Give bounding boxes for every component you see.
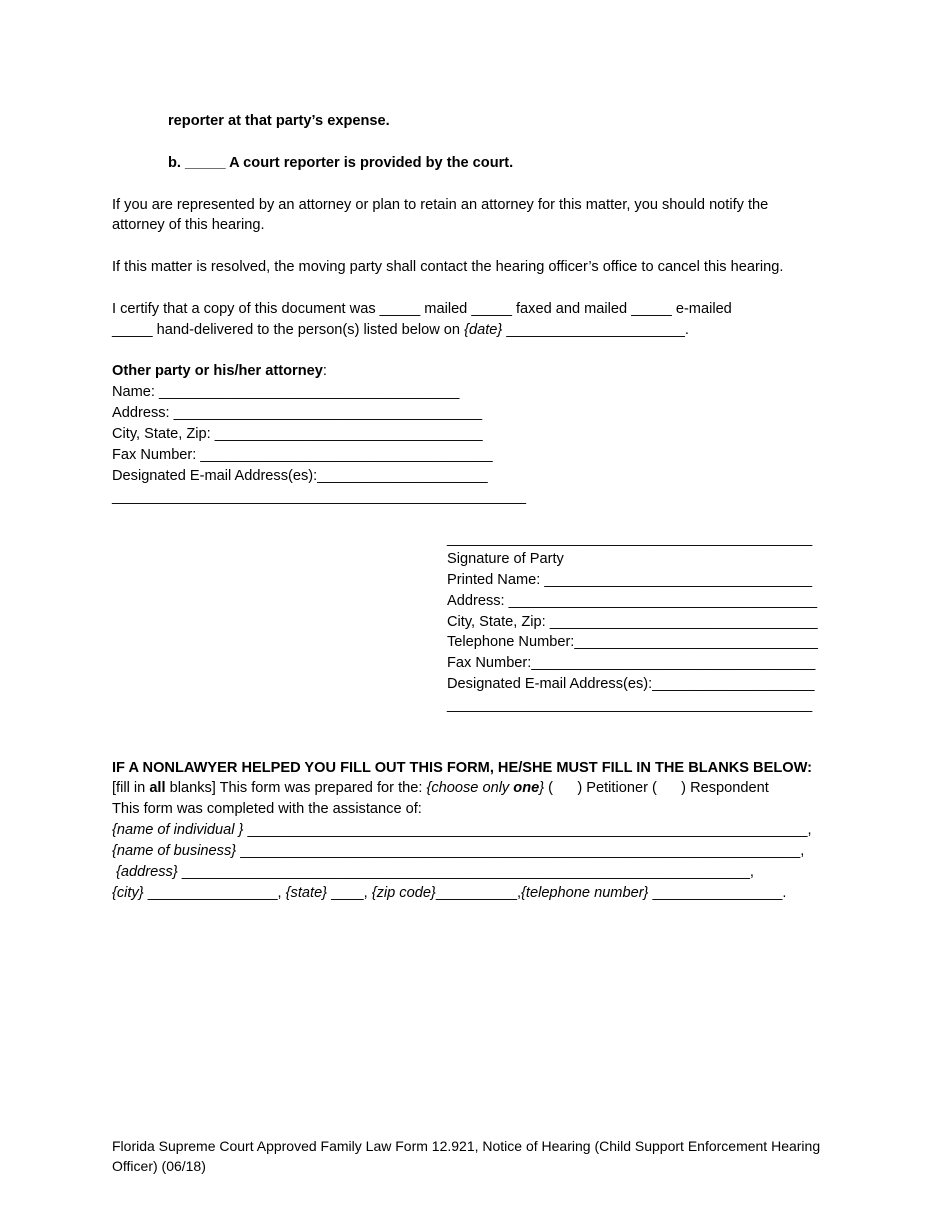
court-reporter-option-b: b. _____ A court reporter is provided by the court. xyxy=(168,155,514,171)
printed-name-field[interactable]: Printed Name: _________________________________ xyxy=(447,572,813,588)
state-label: {state} xyxy=(285,885,328,901)
state-blank[interactable]: ____, xyxy=(327,885,372,901)
other-party-fax-field[interactable]: Fax Number: ____________________________________ xyxy=(112,447,493,463)
certify-date-blank[interactable]: ______________________. xyxy=(502,322,689,338)
city-label: {city} xyxy=(112,885,144,901)
nonlawyer-heading: IF A NONLAWYER HELPED YOU FILL OUT THIS FORM, HE/SHE MUST FILL IN THE BLANKS BELOW: xyxy=(112,760,812,776)
resolved-notice: If this matter is resolved, the moving party shall contact the hearing officer’s office to cancel this hearing. xyxy=(112,259,784,275)
assistance-line: This form was completed with the assistance of: xyxy=(112,801,422,817)
other-party-address-field[interactable]: Address: ______________________________________ xyxy=(112,405,483,421)
other-party-name-field[interactable]: Name: _____________________________________ xyxy=(112,384,460,400)
choose-post: } xyxy=(539,780,545,796)
choose-one: one xyxy=(513,780,540,796)
attorney-notice-line2: attorney of this hearing. xyxy=(112,217,265,233)
individual-name-row xyxy=(112,820,812,841)
signature-line[interactable]: _____________________________________________ xyxy=(447,531,813,547)
city-state-zip-phone-row xyxy=(112,883,786,904)
address-label: {address} xyxy=(112,864,178,880)
prepared-for-line xyxy=(112,778,769,799)
choose-pre: {choose only xyxy=(426,780,514,796)
business-name-label: {name of business} xyxy=(112,843,237,859)
reporter-expense-line: reporter at that party’s expense. xyxy=(168,113,390,129)
other-party-heading-colon: : xyxy=(322,363,327,379)
telephone-blank[interactable]: ________________. xyxy=(648,885,787,901)
signature-telephone-field[interactable]: Telephone Number:______________________________ xyxy=(447,634,818,650)
zip-blank[interactable]: __________, xyxy=(435,885,522,901)
business-name-row xyxy=(112,841,804,862)
individual-name-blank[interactable]: _____________________________________________________________________, xyxy=(243,822,812,838)
signature-city-field[interactable]: City, State, Zip: _________________________________ xyxy=(447,614,818,630)
city-blank[interactable]: ________________, xyxy=(143,885,286,901)
individual-name-label: {name of individual } xyxy=(112,822,244,838)
fill-pre: [fill in xyxy=(112,780,150,796)
signature-label: Signature of Party xyxy=(447,551,564,567)
fill-post: blanks] This form was prepared for the: xyxy=(165,780,427,796)
certify-date-label: {date} xyxy=(464,322,503,338)
other-party-heading-text: Other party or his/her attorney xyxy=(112,363,323,379)
attorney-notice-line1: If you are represented by an attorney or plan to retain an attorney for this matter, you should notify the xyxy=(112,197,769,213)
certify-line2 xyxy=(112,320,689,341)
business-name-blank[interactable]: _____________________________________________________________________, xyxy=(236,843,805,859)
other-party-email-field[interactable]: Designated E-mail Address(es):_____________________ xyxy=(112,468,488,484)
fill-all: all xyxy=(149,780,166,796)
certify-line2-pre: _____ hand-delivered to the person(s) listed below on xyxy=(112,322,465,338)
telephone-label: {telephone number} xyxy=(521,885,649,901)
address-row xyxy=(112,862,754,883)
signature-address-field[interactable]: Address: ______________________________________ xyxy=(447,593,818,609)
petitioner-respondent-options[interactable]: ( ) Petitioner ( ) Respondent xyxy=(544,780,769,796)
address-blank[interactable]: ______________________________________________________________________, xyxy=(177,864,754,880)
other-party-heading xyxy=(112,361,327,382)
signature-email-extra-line[interactable]: _____________________________________________ xyxy=(447,697,813,713)
signature-email-field[interactable]: Designated E-mail Address(es):____________________ xyxy=(447,676,815,692)
certify-line1: I certify that a copy of this document was _____ mailed _____ faxed and mailed _____ e-mailed xyxy=(112,301,732,317)
other-party-email-extra-line[interactable]: ___________________________________________________ xyxy=(112,489,526,505)
zip-label: {zip code} xyxy=(371,885,436,901)
footer-line1: Florida Supreme Court Approved Family Law Form 12.921, Notice of Hearing (Child Support Enforcement Hearing xyxy=(112,1138,821,1154)
other-party-city-field[interactable]: City, State, Zip: _________________________________ xyxy=(112,426,483,442)
signature-fax-field[interactable]: Fax Number:___________________________________ xyxy=(447,655,816,671)
footer-line2: Officer) (06/18) xyxy=(112,1158,206,1174)
